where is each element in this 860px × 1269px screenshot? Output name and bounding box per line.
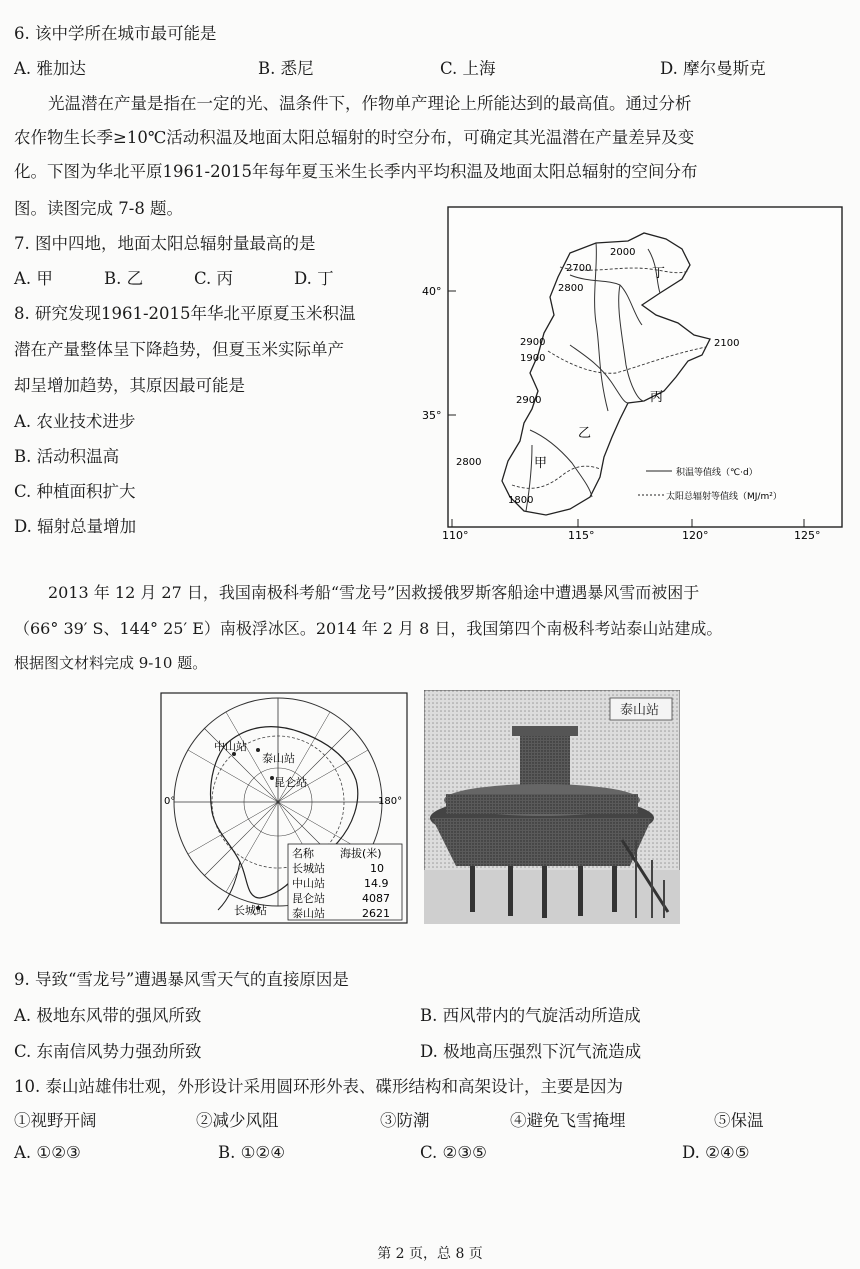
- contour-label-2900: 2900: [520, 337, 546, 348]
- lon-label-0: 0°: [164, 796, 176, 807]
- q7-option-a: A. 甲: [14, 269, 53, 288]
- q10-item-5: ⑤保温: [714, 1111, 764, 1130]
- contour-label-2100: 2100: [714, 338, 740, 349]
- q6-stem: 6. 该中学所在城市最可能是: [14, 24, 217, 43]
- q10-option-a: A. ①②③: [14, 1143, 81, 1162]
- q7-option-c: C. 丙: [194, 269, 234, 288]
- station-kunlun: 昆仑站: [274, 776, 307, 789]
- lon-label-115: 115°: [568, 529, 595, 542]
- place-yi: 乙: [578, 426, 592, 441]
- q9-option-b: B. 西风带内的气旋活动所造成: [420, 1006, 641, 1025]
- passage1-line3: 化。下图为华北平原1961-2015年每年夏玉米生长季内平均积温及地面太阳总辐射的空间分布: [14, 162, 698, 181]
- q7-option-b: B. 乙: [104, 269, 144, 288]
- table-header-name: 名称: [292, 847, 314, 860]
- q8-stem-line1: 8. 研究发现1961-2015年华北平原夏玉米积温: [14, 304, 356, 323]
- contour-label-1900: 1900: [520, 353, 546, 364]
- north-china-plain-map: [420, 205, 845, 545]
- q10-item-2: ②减少风阻: [196, 1111, 279, 1130]
- station-taishan: 泰山站: [262, 752, 295, 765]
- contour-label-1800: 1800: [508, 495, 534, 506]
- station-changcheng: 长城站: [234, 904, 267, 917]
- map1-frame: [448, 207, 842, 527]
- place-jia: 甲: [534, 456, 548, 471]
- lat-label-40: 40°: [422, 285, 442, 298]
- q10-option-d: D. ②④⑤: [682, 1143, 750, 1162]
- passage2-line2: （66° 39′ S、144° 25′ E）南极浮冰区。2014 年 2 月 8 日，我国第四个南极科考站泰山站建成。: [14, 619, 723, 638]
- passage1-line1: 光温潜在产量是指在一定的光、温条件下，作物单产理论上所能达到的最高值。通过分析: [48, 94, 692, 113]
- table-row-name: 泰山站: [292, 907, 325, 920]
- place-ding: 丁: [652, 266, 666, 281]
- q10-item-3: ③防潮: [380, 1111, 430, 1130]
- table-header-altitude: 海拔(米): [340, 847, 382, 860]
- q8-option-d: D. 辐射总量增加: [14, 517, 137, 536]
- lat-label-35: 35°: [422, 409, 442, 422]
- passage2-line3: 根据图文材料完成 9-10 题。: [14, 654, 208, 672]
- contour-label-2000: 2000: [610, 247, 636, 258]
- contour-label-2700: 2700: [566, 263, 592, 274]
- passage1-line4: 图。读图完成 7-8 题。: [14, 199, 184, 218]
- taishan-station-photo: [424, 690, 680, 924]
- contour-label-2900b: 2900: [516, 395, 542, 406]
- q10-item-1: ①视野开阔: [14, 1111, 97, 1130]
- legend-dashed-label: 太阳总辐射等值线（MJ/m²）: [666, 492, 782, 502]
- table-row-altitude: 14.9: [364, 877, 389, 890]
- lon-label-120: 120°: [682, 529, 709, 542]
- q6-option-c: C. 上海: [440, 59, 496, 78]
- q8-option-c: C. 种植面积扩大: [14, 482, 136, 501]
- q8-option-b: B. 活动积温高: [14, 447, 120, 466]
- contour-label-2800b: 2800: [456, 457, 482, 468]
- table-row-name: 昆仑站: [292, 892, 325, 905]
- q9-option-d: D. 极地高压强烈下沉气流造成: [420, 1042, 642, 1061]
- q9-option-c: C. 东南信风势力强劲所致: [14, 1042, 202, 1061]
- altitude-table: [288, 844, 402, 920]
- q10-item-4: ④避免飞雪掩埋: [510, 1111, 626, 1130]
- antarctica-polar-map: [160, 692, 408, 924]
- passage1-line2: 农作物生长季≥10℃活动积温及地面太阳总辐射的时空分布，可确定其光温潜在产量差异及变: [14, 128, 695, 147]
- q8-option-a: A. 农业技术进步: [14, 412, 136, 431]
- q10-stem: 10. 泰山站雄伟壮观，外形设计采用圆环形外表、碟形结构和高架设计，主要是因为: [14, 1077, 623, 1096]
- place-bing: 丙: [650, 390, 664, 405]
- q8-stem-line2: 潜在产量整体呈下降趋势，但夏玉米实际单产: [14, 340, 344, 359]
- lon-label-125: 125°: [794, 529, 821, 542]
- table-row-altitude: 2621: [362, 907, 390, 920]
- table-row-name: 中山站: [292, 877, 325, 890]
- table-row-altitude: 4087: [362, 892, 390, 905]
- station-zhongshan: 中山站: [214, 740, 247, 753]
- q8-stem-line3: 却呈增加趋势，其原因最可能是: [14, 376, 245, 395]
- q9-option-a: A. 极地东风带的强风所致: [14, 1006, 202, 1025]
- q9-stem: 9. 导致“雪龙号”遭遇暴风雪天气的直接原因是: [14, 970, 349, 989]
- q6-option-d: D. 摩尔曼斯克: [660, 59, 766, 78]
- lon-label-110: 110°: [442, 529, 469, 542]
- q6-option-a: A. 雅加达: [14, 59, 86, 78]
- q7-option-d: D. 丁: [294, 269, 334, 288]
- contour-label-2800: 2800: [558, 283, 584, 294]
- photo-label: 泰山站: [620, 703, 660, 718]
- q6-option-b: B. 悉尼: [258, 59, 314, 78]
- lon-label-180: 180°: [378, 796, 403, 807]
- page-footer: 第 2 页，总 8 页: [377, 1246, 483, 1262]
- q10-option-c: C. ②③⑤: [420, 1143, 487, 1162]
- q7-stem: 7. 图中四地，地面太阳总辐射量最高的是: [14, 234, 316, 253]
- legend-solid-label: 积温等值线（℃·d）: [676, 468, 758, 478]
- table-row-name: 长城站: [292, 862, 325, 875]
- passage2-line1: 2013 年 12 月 27 日，我国南极科考船“雪龙号”因救援俄罗斯客船途中遭遇暴风雪而被困于: [48, 583, 700, 602]
- q10-option-b: B. ①②④: [218, 1143, 285, 1162]
- table-row-altitude: 10: [370, 862, 384, 875]
